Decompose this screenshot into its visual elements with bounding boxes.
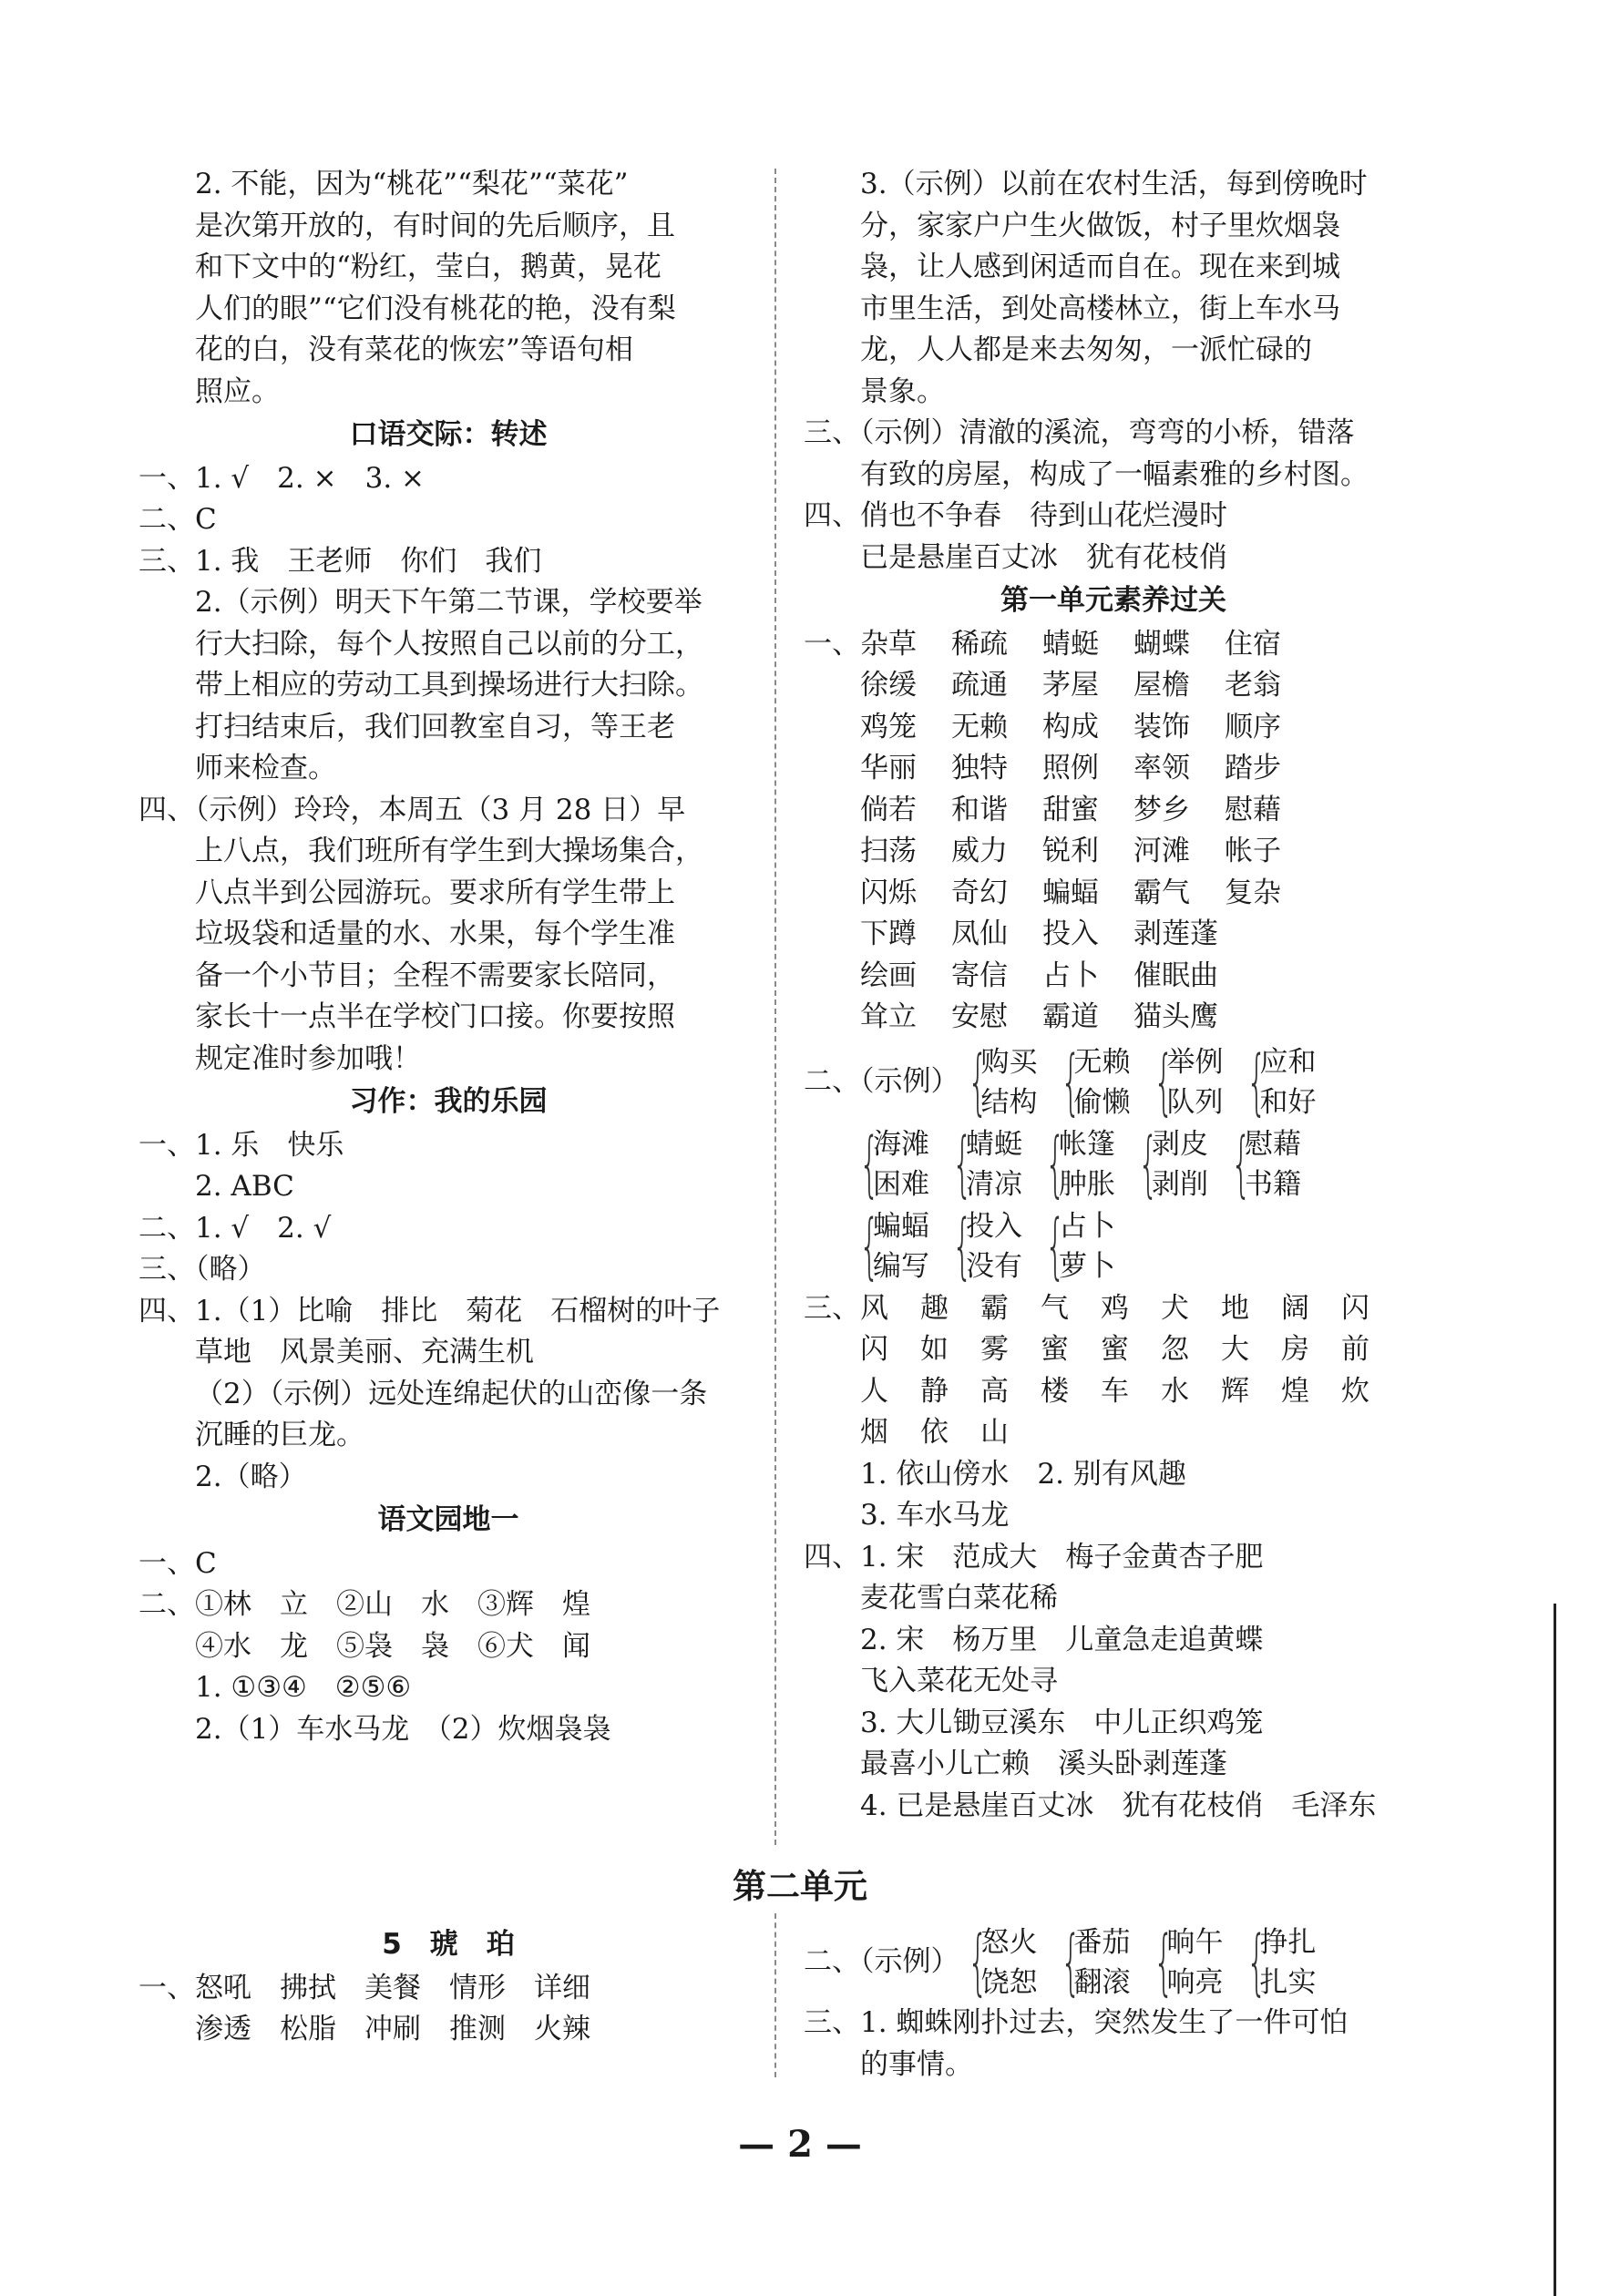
text-line: 规定准时参加哦！ [195,1041,421,1075]
word-cell: 奇幻 [951,876,1008,909]
text-line: 垃圾袋和适量的水、水果，每个学生准 [195,917,675,950]
text-line: 行大扫除，每个人按照自己以前的分工， [195,627,703,661]
word-pair-stack [1167,1042,1224,1122]
word-pair-stack [1059,1206,1115,1286]
brace-icon: { [1153,1040,1174,1123]
word-cell: 徐缓 [860,669,917,702]
word-cell: 鸡笼 [860,710,917,743]
word-cell: 闪烁 [860,876,917,909]
word-cell: 猫头鹰 [1133,1000,1218,1033]
pair-word: 怒火 [980,1926,1038,1959]
section-label: 二、（示例） [804,1064,959,1098]
text-line: 飞入菜花无处寻 [860,1665,1058,1697]
char-cell: 趣 [920,1291,949,1325]
text-line: 袅，让人感到闲适而自在。现在来到城 [860,251,1340,283]
text-line: 人们的眼”“它们没有桃花的艳，没有梨 [195,292,676,325]
brace-icon: { [1153,1922,1174,2004]
word-pair-stack [873,1206,929,1286]
word-cell: 顺序 [1225,710,1281,743]
char-cell: 蜜 [1041,1333,1069,1366]
word-cell: 霸道 [1042,1000,1099,1033]
text-line: 花的白，没有菜花的恢宏”等语句相 [195,333,633,366]
pair-word: 剥削 [1152,1167,1208,1201]
word-pair-stack [1260,1922,1317,2003]
brace-icon: { [967,1040,988,1123]
word-cell [1225,956,1316,998]
text-line: 2.（略） [195,1460,307,1493]
word-pair [1133,1124,1208,1204]
word-cell: 复杂 [1225,876,1281,909]
words-grid-row [860,914,1423,956]
word-cell: 率领 [1133,752,1190,784]
text-line: 一、怒吼 拂拭 美餐 情形 详细 [138,1971,590,2004]
word-pair-stack [966,1206,1022,1286]
text-line: 3.（示例）以前在农村生活，每到傍晚时 [860,168,1368,200]
char-cell: 闪 [1341,1291,1369,1325]
text-line: 上八点，我们班所有学生到大操场集合， [195,835,703,867]
right-intro-block [804,164,1423,579]
brace-icon: { [858,1204,880,1287]
char-cell: 车 [1101,1374,1129,1408]
text-line: 是次第开放的，有时间的先后顺序，且 [195,209,675,242]
pair-word: 扎实 [1259,1966,1317,1999]
word-pair-stack [966,1124,1022,1204]
text-line: 沉睡的巨龙。 [195,1419,364,1451]
pair-word: 队列 [1166,1085,1224,1119]
char-cell: 水 [1161,1374,1189,1408]
pair-word: 没有 [966,1249,1022,1283]
word-cell: 催眠曲 [1133,958,1218,992]
word-pair-stack [1245,1124,1301,1204]
text-line: ④水 龙 ⑤袅 袅 ⑥犬 闻 [195,1629,590,1663]
word-cell: 蝙蝠 [1042,876,1099,909]
column-divider-top [774,169,776,1845]
char-cell: 楼 [1041,1374,1069,1408]
brace-icon: { [951,1204,973,1287]
word-cell: 投入 [1042,917,1099,950]
words-grid-row [860,624,1423,666]
word-cell: 蜻蜓 [1042,627,1099,661]
section-label: 一、 [804,627,860,661]
word-cell: 甜蜜 [1042,793,1099,826]
char-cell: 依 [920,1416,949,1449]
char-cell: 蜜 [1101,1333,1129,1366]
brace-icon: { [1060,1922,1081,2004]
section-label: 二、（示例） [804,1945,959,1979]
char-cell: 雾 [980,1333,1009,1366]
pair-word: 编写 [873,1249,929,1283]
words-grid [804,624,1423,1039]
right-column [804,164,1423,1827]
pair-word: 萝卜 [1059,1249,1115,1283]
pair-word: 翻滚 [1073,1966,1131,1999]
pair-word: 晌午 [1166,1926,1224,1959]
word-pair [1056,1922,1131,2003]
word-cell: 占卜 [1042,958,1099,992]
text-line: 渗透 松脂 冲刷 推测 火辣 [195,2013,590,2045]
char-cell: 闪 [860,1333,888,1366]
word-cell: 华丽 [860,752,917,784]
word-cell: 疏通 [951,669,1008,702]
unit2-left-column [138,1922,758,2051]
text-line: 四、1.（1）比喻 排比 菊花 石榴树的叶子 [138,1294,721,1327]
char-cell: 气 [1041,1291,1069,1325]
brace-icon: { [1246,1922,1267,2004]
word-cell: 茅屋 [1042,669,1099,702]
brace-icon: { [1060,1040,1081,1123]
char-cell: 高 [980,1374,1009,1408]
text-line: 二、1. √ 2. √ [138,1211,332,1245]
text-line: 四、（示例）玲玲，本周五（3 月 28 日）早 [138,793,686,826]
text-line: 1. 依山傍水 2. 别有风趣 [860,1457,1186,1491]
word-cell: 无赖 [951,710,1008,743]
word-pair-stack [1059,1124,1115,1204]
section-title-garden: 语文园地一 [377,1503,519,1536]
pair-word: 海滩 [873,1127,929,1161]
text-line: 3. 车水马龙 [860,1499,1010,1532]
text-line: 三、（示例）清澈的溪流，弯弯的小桥，错落 [804,416,1355,449]
unit2-title: 第二单元 [733,1867,867,1906]
text-line: （2）（示例）远处连绵起伏的山峦像一条 [195,1377,708,1410]
pair-word: 偷懒 [1073,1085,1131,1119]
text-line: 师来检查。 [195,752,336,784]
word-cell [1225,914,1316,956]
word-cell [1225,997,1316,1039]
word-cell: 河滩 [1133,835,1190,867]
char-cell: 山 [980,1416,1009,1449]
pairs-row [804,1922,1423,2003]
word-pair-stack [1074,1922,1131,2003]
text-line: 草地 风景美丽、充满生机 [195,1336,534,1368]
pairs-row [804,1206,1423,1286]
text-line: 二、C [138,503,217,536]
word-pair [1226,1124,1301,1204]
word-pair [1149,1042,1224,1122]
char-cell: 烟 [860,1416,888,1449]
char-cell: 鸡 [1101,1291,1129,1325]
text-line: 2.（1）车水马龙 （2）炊烟袅袅 [195,1712,611,1746]
pair-word: 饶恕 [980,1966,1038,1999]
pair-word: 帐篷 [1059,1127,1115,1161]
word-cell: 照例 [1042,752,1099,784]
words-grid-row [860,665,1423,707]
word-cell: 安慰 [951,1000,1008,1033]
oral-block [138,458,758,1081]
text-line: 市里生活，到处高楼林立，街上车水马 [860,292,1340,325]
garden-block [138,1543,758,1751]
word-cell: 锐利 [1042,835,1099,867]
pairs-block [804,1042,1423,1286]
word-pair [1242,1922,1317,2003]
text-line: 三、1. 我 王老师 你们 我们 [138,544,542,578]
word-pair-stack [981,1042,1038,1122]
pair-word: 挣扎 [1259,1926,1317,1959]
word-cell: 独特 [951,752,1008,784]
scan-crease-line [1554,1604,1556,2296]
page-number: — 2 — [738,2123,862,2166]
text-line: 龙，人人都是来去匆匆，一派忙碌的 [860,333,1312,366]
word-cell: 和谐 [951,793,1008,826]
text-line: 2. ABC [195,1170,294,1203]
brace-icon: { [1246,1040,1267,1123]
pairs-row [804,1124,1423,1204]
pair-word: 举例 [1166,1045,1224,1079]
text-line: 的事情。 [860,2047,973,2081]
chars-block [804,1288,1423,1537]
word-cell: 凤仙 [951,917,1008,950]
brace-icon: { [1137,1122,1159,1205]
writing-block [138,1125,758,1499]
pair-word: 无赖 [1073,1045,1131,1079]
words-grid-row [860,831,1423,873]
words-grid-rows [804,624,1423,1039]
word-pair-stack [873,1124,929,1204]
text-line: 八点半到公园游玩。要求所有学生带上 [195,876,675,909]
word-cell: 屋檐 [1133,669,1190,702]
text-line: 一、1. √ 2. × 3. × [138,461,425,495]
section-title-unit1: 第一单元素养过关 [1000,584,1226,617]
word-cell: 倘若 [860,793,917,826]
brace-icon: { [858,1122,880,1205]
text-line: 景象。 [860,374,945,408]
word-cell: 梦乡 [1133,793,1190,826]
text-line: 已是悬崖百丈冰 犹有花枝俏 [860,540,1227,574]
brace-icon: { [951,1122,973,1205]
word-cell: 蝴蝶 [1133,627,1190,661]
text-line: 打扫结束后，我们回教室自习，等王老 [195,710,675,743]
text-line: 四、俏也不争春 待到山花烂漫时 [804,499,1227,532]
char-cell: 阔 [1281,1291,1309,1325]
word-cell: 装饰 [1133,710,1190,743]
pair-word: 结构 [980,1085,1038,1119]
text-line: 二、①林 立 ②山 水 ③辉 煌 [138,1588,590,1621]
pairs-row [804,1042,1423,1122]
word-cell: 杂草 [860,627,917,661]
unit2-right-column [804,1922,1423,2086]
text-line: 一、C [138,1546,217,1580]
text-line: 三、1. 蜘蛛刚扑过去，突然发生了一件可怕 [804,2006,1349,2039]
text-line: 一、1. 乐 快乐 [138,1128,344,1162]
word-pair [1041,1206,1115,1286]
word-pair [855,1206,929,1286]
lesson-title: 5 琥 珀 [382,1928,515,1961]
word-pair [1041,1124,1115,1204]
column-divider-bottom [774,1913,776,2077]
char-cell: 风 [860,1291,888,1325]
char-cell: 大 [1221,1333,1249,1366]
pair-word: 和好 [1259,1085,1317,1119]
word-cell: 威力 [951,835,1008,867]
brace-icon: { [1044,1122,1066,1205]
char-cell: 霸 [980,1291,1009,1325]
text-line: 2.（示例）明天下午第二节课，学校要举 [195,586,703,619]
char-cell: 人 [860,1374,888,1408]
pair-word: 书籍 [1245,1167,1301,1201]
pair-word: 蜻蜓 [966,1127,1022,1161]
word-cell: 慰藉 [1225,793,1281,826]
word-pair-stack [1074,1042,1131,1122]
pair-word: 购买 [980,1045,1038,1079]
text-line: 2. 宋 杨万里 儿童急走追黄蝶 [860,1623,1264,1656]
word-cell: 寄信 [951,958,1008,992]
char-cell: 辉 [1221,1374,1249,1408]
chars-row [860,1412,1423,1454]
chars-rows [804,1288,1423,1454]
pair-word: 困难 [873,1167,929,1201]
word-pair [948,1206,1022,1286]
text-line: 分，家家户户生火做饭，村子里炊烟袅 [860,209,1340,242]
section-title-oral: 口语交际：转述 [349,418,548,451]
word-pair [1242,1042,1317,1122]
word-pair [963,1922,1038,2003]
pair-word: 投入 [966,1209,1022,1243]
pair-word: 肿胀 [1059,1167,1115,1201]
words-grid-row [860,790,1423,832]
word-pair [948,1124,1022,1204]
brace-icon: { [967,1922,988,2004]
char-cell: 地 [1221,1291,1249,1325]
char-cell: 忽 [1161,1333,1189,1366]
word-cell: 下蹲 [860,917,917,950]
char-cell: 房 [1281,1333,1309,1366]
words-grid-row [860,748,1423,790]
text-line: 照应。 [195,374,280,408]
chars-row [860,1288,1423,1330]
pair-word: 剥皮 [1152,1127,1208,1161]
brace-icon: { [1044,1204,1066,1287]
text-line: 带上相应的劳动工具到操场进行大扫除。 [195,669,703,702]
word-pair [855,1124,929,1204]
words-grid-row [860,873,1423,915]
word-cell: 扫荡 [860,835,917,867]
word-cell: 构成 [1042,710,1099,743]
char-cell: 前 [1341,1333,1369,1366]
pair-word: 番茄 [1073,1926,1131,1959]
pair-word: 慰藉 [1245,1127,1301,1161]
word-cell: 稀疏 [951,627,1008,661]
word-pair [1149,1922,1224,2003]
text-line: 3. 大儿锄豆溪东 中儿正织鸡笼 [860,1706,1264,1739]
chars-row [860,1371,1423,1413]
words-grid-row [860,997,1423,1039]
word-cell: 耸立 [860,1000,917,1033]
text-line: 最喜小儿亡赖 溪头卧剥莲蓬 [860,1748,1227,1780]
word-cell: 住宿 [1225,627,1281,661]
intro-block [138,164,758,413]
word-cell: 剥莲蓬 [1133,917,1218,950]
words-grid-row [860,707,1423,749]
word-pair-stack [1260,1042,1317,1122]
section4-block [804,1537,1423,1828]
pair-word: 占卜 [1059,1209,1115,1243]
word-cell: 绘画 [860,958,917,992]
word-pair [1056,1042,1131,1122]
word-cell: 霸气 [1133,876,1190,909]
pair-word: 应和 [1259,1045,1317,1079]
word-cell: 老翁 [1225,669,1281,702]
char-cell: 炊 [1341,1374,1369,1408]
word-pair-stack [981,1922,1038,2003]
text-line: 1. ①③④ ②⑤⑥ [195,1671,412,1704]
words-grid-row [860,956,1423,998]
word-cell: 踏步 [1225,752,1281,784]
text-line: 麦花雪白菜花稀 [860,1582,1058,1614]
char-cell: 煌 [1281,1374,1309,1408]
word-pair [963,1042,1038,1122]
text-line: 备一个小节目；全程不需要家长陪同， [195,958,675,992]
text-line: 和下文中的“粉红，莹白，鹅黄，晃花 [195,251,662,283]
text-line: 四、1. 宋 范成大 梅子金黄杏子肥 [804,1540,1264,1573]
section-title-writing: 习作：我的乐园 [349,1085,548,1118]
char-cell: 如 [920,1333,949,1366]
text-line: 2. 不能，因为“桃花”“梨花”“菜花” [195,168,629,200]
text-line: 家长十一点半在学校门口接。你要按照 [195,1000,675,1033]
brace-icon: { [1230,1122,1252,1205]
text-line: 三、（略） [138,1253,266,1286]
pair-word: 蝙蝠 [873,1209,929,1243]
word-pair-stack [1167,1922,1224,2003]
word-cell: 帐子 [1225,835,1281,867]
chars-row [860,1329,1423,1371]
char-cell: 犬 [1161,1291,1189,1325]
section-label: 三、 [804,1291,860,1325]
text-line: 4. 已是悬崖百丈冰 犹有花枝俏 毛泽东 [860,1789,1377,1822]
char-cell: 静 [920,1374,949,1408]
pair-word: 清凉 [966,1167,1022,1201]
text-line: 有致的房屋，构成了一幅素雅的乡村图。 [860,457,1369,491]
word-pair-stack [1152,1124,1208,1204]
left-column [138,164,758,1750]
pair-word: 响亮 [1166,1966,1224,1999]
